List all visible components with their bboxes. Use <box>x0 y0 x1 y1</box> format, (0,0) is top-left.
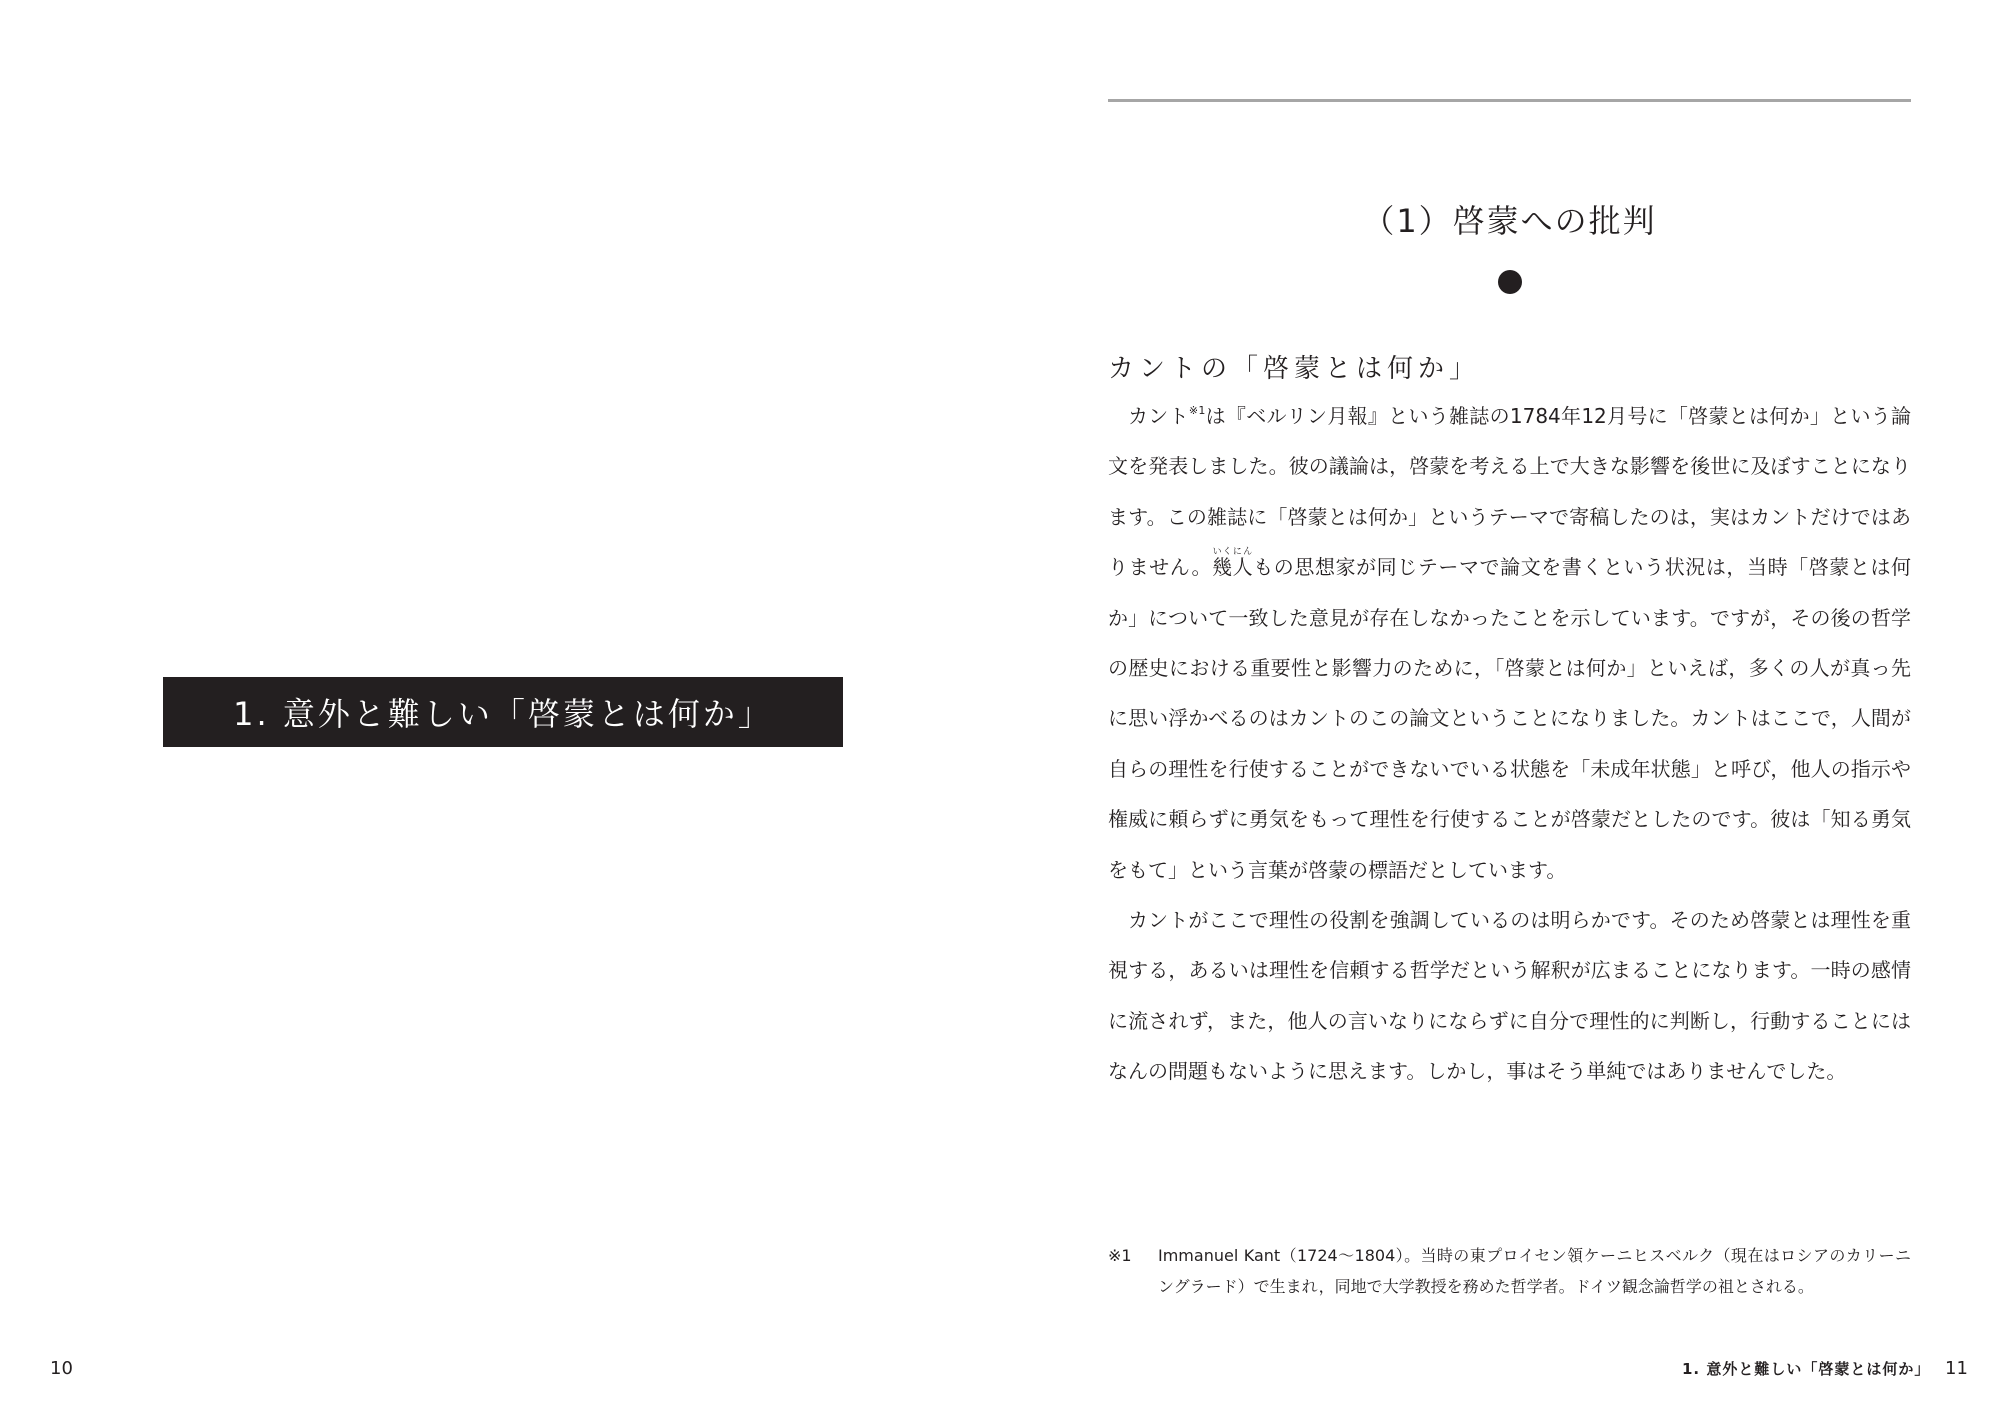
footnote <box>1108 1240 1911 1302</box>
footnote-text: Immanuel Kant（1724～1804）。当時の東プロイセン領ケーニヒスベルク（現在はロシアのカリーニングラード）で生まれ，同地で大学教授を務めた哲学者。ドイツ観念論哲学の祖とされる。 <box>1158 1246 1911 1296</box>
ruby-base: 幾人 <box>1212 555 1254 580</box>
page-number-right: 11 <box>1945 1358 1968 1379</box>
paragraph-2: カントがここで理性の役割を強調しているのは明らかです。そのため啓蒙とは理性を重視する，あるいは理性を信頼する哲学だという解釈が広まることになります。一時の感情に流されず，また，他人の言いなりにならずに自分で理性的に判断し，行動することにはなんの問題もないように思えます。しかし，事はそう単純ではありませんでした。 <box>1108 908 1911 1084</box>
right-page <box>1000 0 2000 1419</box>
paragraph-1-part-1: は『ベルリン月報』という雑誌の1784年12月号に「啓蒙とは何か」という論文を発表しました。彼の議論は，啓蒙を考える上で大きな影響を後世に及ぼすことになります。この雑誌に「啓蒙とは何か」というテーマで寄稿したのは，実はカントだけではありません。 <box>1108 404 1912 580</box>
chapter-title: 1. 意外と難しい「啓蒙とは何か」 <box>233 695 773 733</box>
top-rule <box>1108 99 1911 102</box>
footnote-reference: ※1 <box>1188 404 1206 417</box>
paragraph-1-kant: カント <box>1128 404 1189 428</box>
page-number-left: 10 <box>50 1358 73 1379</box>
subheading: カントの「啓蒙とは何か」 <box>1108 354 1481 384</box>
running-header: 1. 意外と難しい「啓蒙とは何か」 <box>1682 1360 1931 1378</box>
footnote-mark: ※1 <box>1108 1246 1132 1265</box>
section-title: （1）啓蒙への批判 <box>1362 202 1657 240</box>
section-dot-ornament <box>1498 270 1522 294</box>
body-text <box>1108 391 1911 1097</box>
paragraph-1-part-2: もの思想家が同じテーマで論文を書くという状況は，当時「啓蒙とは何か」について一致した意見が存在しなかったことを示しています。ですが，その後の哲学の歴史における重要性と影響力のために，「啓蒙とは何か」といえば，多くの人が真っ先に思い浮かべるのはカントのこの論文ということになりました。カントはここで，人間が自らの理性を行使することができないでいる状態を「未成年状態」と呼び，他人の指示や権威に頼らずに勇気をもって理性を行使することが啓蒙だとしたのです。彼は「知る勇気をもて」という言葉が啓蒙の標語だとしています。 <box>1108 555 1912 882</box>
ruby-ikunin <box>1212 547 1254 580</box>
paragraph-1 <box>1108 391 1911 895</box>
ruby-reading: いくにん <box>1212 547 1253 558</box>
chapter-title-box <box>163 677 843 747</box>
